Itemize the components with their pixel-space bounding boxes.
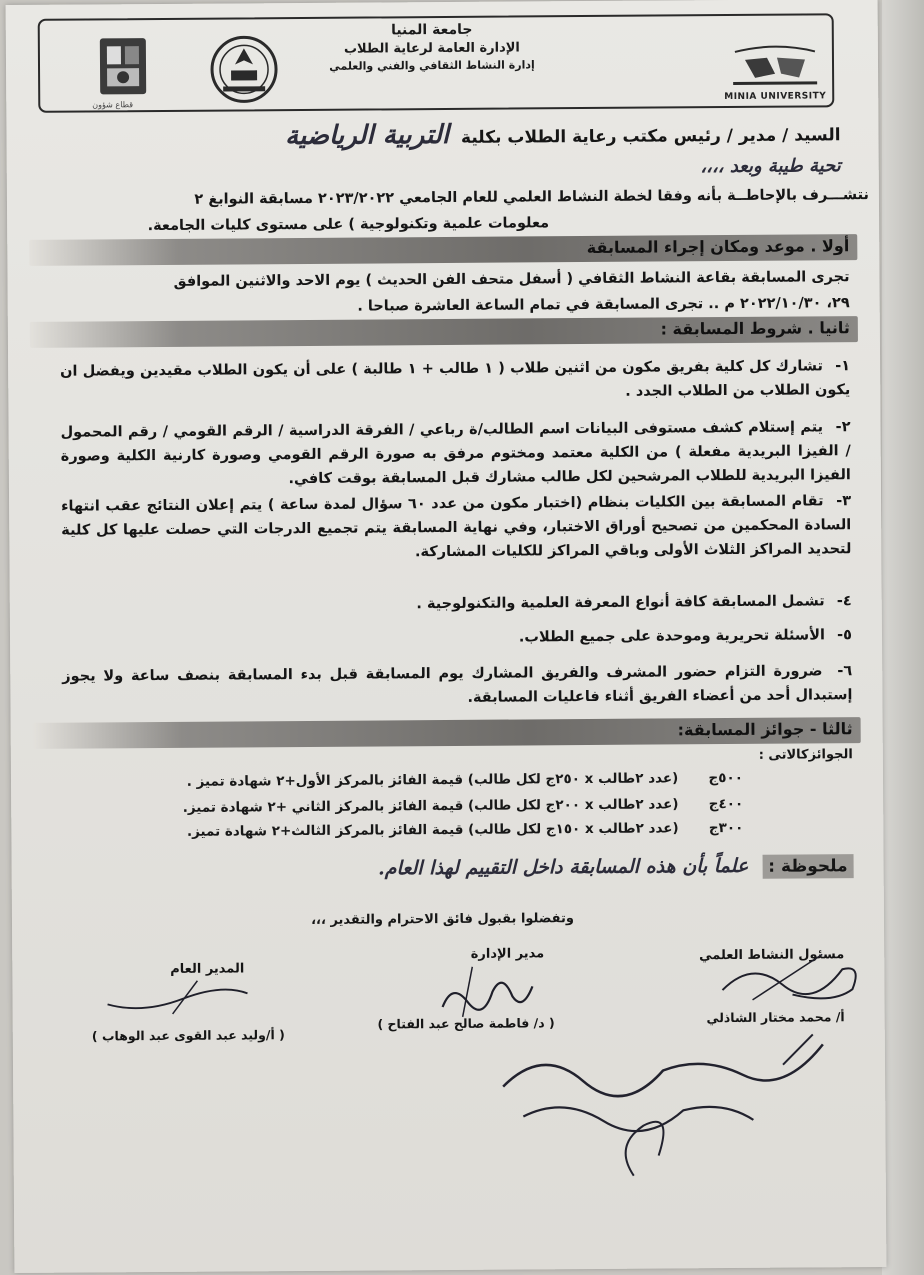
section-2-header xyxy=(30,316,858,348)
university-name-en: MINIA UNIVERSITY xyxy=(724,91,827,103)
prize-text: (عدد ٢طالب x ٢٠٠ج لكل طالب) قيمة الفائز بالمركز الثاني +٢ شهادة تميز. xyxy=(182,796,679,816)
condition-number: ١- xyxy=(835,358,851,375)
note-line xyxy=(378,854,854,879)
intro-line-2: معلومات علمية وتكنولوجية ) على مستوى كليات الجامعة. xyxy=(147,215,550,235)
condition-number: ٤- xyxy=(836,593,852,610)
sig-title-general-director: المدير العام xyxy=(170,961,245,977)
signature-department-director xyxy=(432,961,542,1022)
condition-text: الأسئلة تحريرية وموحدة على جميع الطلاب. xyxy=(518,627,825,646)
scanned-letter xyxy=(6,0,887,1273)
prize-amount: ٤٠٠ج xyxy=(708,795,744,813)
condition-number: ٣- xyxy=(836,493,852,510)
section-3-title: ثالثا - جوائز المسابقة: xyxy=(677,719,853,740)
prizes-intro: الجوائزكالاتى : xyxy=(758,747,853,763)
condition-item-5 xyxy=(62,623,852,653)
prize-row-3 xyxy=(187,820,743,840)
condition-number: ٢- xyxy=(835,419,851,436)
condition-text: تقام المسابقة بين الكليات بنظام (اختبار مكون من عدد ٦٠ سؤال لمدة ساعة ) يتم إعلان النتائج عقب انتهاء السادة المحكمين من تصحيح أوراق الاختبار، وفي نهاية المسابقة يتم تجميع الدرجات التي حصلت عليها كل كلية لتحديد المراكز الثلاث الأولى وباقي المراكز للكليات المشاركة. xyxy=(61,493,852,561)
salutation: السيد / مدير / رئيس مكتب رعاية الطلاب بكلية xyxy=(460,125,841,148)
prize-amount: ٣٠٠ج xyxy=(708,819,744,837)
prize-row-1 xyxy=(187,770,743,790)
prize-amount: ٥٠٠ج xyxy=(708,769,744,787)
prize-text: (عدد ٢طالب x ٢٥٠ج لكل طالب) قيمة الفائز بالمركز الأول+٢ شهادة تميز . xyxy=(186,770,679,790)
section-2-title: ثانيا . شروط المسابقة : xyxy=(660,318,850,339)
sig-name-general-director: ( أ/وليد عبد القوى عبد الوهاب ) xyxy=(91,1027,285,1044)
student-activities-logo xyxy=(100,38,146,94)
note-label: ملحوظة : xyxy=(762,854,854,879)
condition-item-4 xyxy=(62,589,852,619)
salutation-line xyxy=(285,117,841,151)
note-text: علماً بأن هذه المسابقة داخل التقييم لهذا العام. xyxy=(378,854,749,880)
prize-text: (عدد ٢طالب x ١٥٠ج لكل طالب) قيمة الفائز بالمركز الثالث+٢ شهادة تميز. xyxy=(186,820,679,840)
intro-line-1: نتشـــرف بالإحاطــة بأنه وفقا لخطة النشاط العلمي للعام الجامعي ٢٠٢٣/٢٠٢٢ مسابقة النوابغ ٢ xyxy=(194,187,869,208)
section-1-line-2: ٢٩، ٢٠٢٢/١٠/٣٠ م .. تجرى المسابقة في تمام الساعة العاشرة صباحا . xyxy=(357,295,850,315)
condition-text: تشمل المسابقة كافة أنواع المعرفة العلمية والتكنولوجية . xyxy=(416,593,825,613)
condition-number: ٦- xyxy=(837,663,853,680)
page-edge-shadow xyxy=(882,0,924,1275)
condition-item-3 xyxy=(61,489,851,567)
sig-name-activity-officer: أ/ محمد مختار الشاذلي xyxy=(706,1009,845,1026)
condition-number: ٥- xyxy=(837,627,853,644)
condition-item-6 xyxy=(62,659,852,713)
prize-row-2 xyxy=(183,796,744,816)
youth-care-emblem xyxy=(208,33,281,106)
closing-line: وتفضلوا بقبول فائق الاحترام والتقدير ،،، xyxy=(311,911,575,928)
signature-general-director xyxy=(102,978,252,1019)
sig-name-department-director: ( د/ فاطمة صالح عبد الفتاح ) xyxy=(377,1015,555,1032)
signature-activity-officer xyxy=(712,949,872,1010)
condition-text: تشارك كل كلية بفريق مكون من اثنين طلاب ( ١ طالب + ١ طالبة ) على أن يكون الطلاب مقيدين ويفضل ان يكون الطلاب من الطلاب الجدد . xyxy=(60,358,851,400)
section-1-header xyxy=(29,234,857,266)
letterhead-box xyxy=(38,13,835,113)
condition-item-2 xyxy=(60,415,850,493)
condition-text: ضرورة التزام حضور المشرف والفريق المشارك يوم المسابقة قبل بدء المسابقة بنصف ساعة ولا يجوز إستبدال أحد من أعضاء الفريق أثناء فاعليات المسابقة. xyxy=(62,663,853,706)
section-1-title: أولا . موعد ومكان إجراء المسابقة xyxy=(586,236,850,258)
handwritten-faculty: التربية الرياضية xyxy=(285,119,450,152)
left-logo-caption: قطاع شؤون xyxy=(92,100,134,110)
handwritten-approval-signature xyxy=(483,1024,844,1187)
condition-item-1 xyxy=(60,354,850,408)
greeting: تحية طيبة وبعد ،،،، xyxy=(700,155,841,178)
sig-title-department-director: مدير الإدارة xyxy=(470,946,545,962)
sig-title-activity-officer: مسئول النشاط العلمي xyxy=(699,947,845,964)
section-1-line-1: تجرى المسابقة بقاعة النشاط الثقافي ( أسفل متحف الفن الحديث ) يوم الاحد والاثنين الموافق xyxy=(173,269,850,290)
minia-university-logo xyxy=(720,37,830,108)
university-name: جامعة المنيا xyxy=(390,21,473,39)
section-3-header xyxy=(33,717,861,749)
section-name: إدارة النشاط الثقافي والفني والعلمي xyxy=(329,58,535,73)
condition-text: يتم إستلام كشف مستوفى البيانات اسم الطالب/ة رباعي / الفرقة الدراسية / الرقم القومي / رقم المحمول / الفيزا البريدية مفعلة ) من الكلية معتمد ومختوم مرفق به صورة الرقم القومي وصورة كارنية الكلية وصورة الفيزا البريدية للطلاب المرشحين لكل طالب مشارك قبل المسابقة بوقت كافي. xyxy=(60,419,851,488)
department-name: الإدارة العامة لرعاية الطلاب xyxy=(343,40,520,57)
